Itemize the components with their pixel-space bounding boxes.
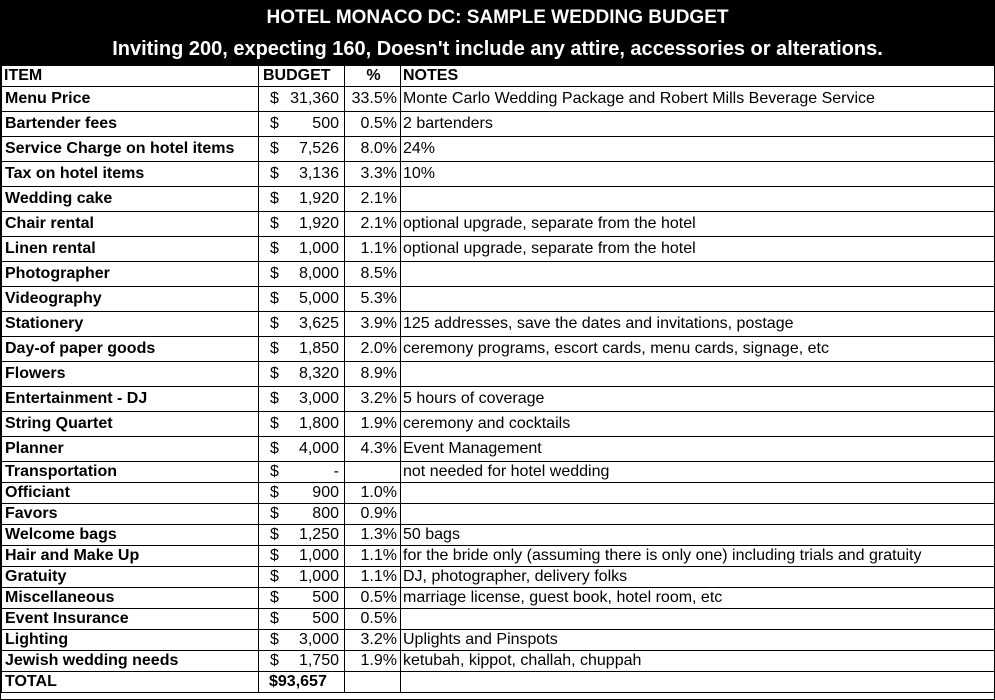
- row-percent[interactable]: 2.0%: [345, 337, 401, 362]
- row-notes[interactable]: 125 addresses, save the dates and invitations, postage: [401, 312, 995, 337]
- currency-symbol: $: [270, 315, 279, 332]
- table-row: [2, 387, 995, 412]
- row-notes[interactable]: marriage license, guest book, hotel room, etc: [401, 588, 995, 609]
- table-row: [2, 262, 995, 287]
- currency-symbol: $: [270, 415, 279, 432]
- table-row: [2, 112, 995, 137]
- row-item[interactable]: Lighting: [2, 630, 259, 651]
- row-notes[interactable]: [401, 262, 995, 287]
- row-item[interactable]: Wedding cake: [2, 187, 259, 212]
- currency-symbol: $: [270, 568, 279, 585]
- row-budget[interactable]: [259, 462, 345, 483]
- row-percent[interactable]: 0.5%: [345, 609, 401, 630]
- row-notes[interactable]: Event Management: [401, 437, 995, 462]
- currency-symbol: $: [270, 265, 279, 282]
- budget-amount: 3,000: [298, 390, 339, 407]
- row-budget[interactable]: [259, 630, 345, 651]
- row-notes[interactable]: 50 bags: [401, 525, 995, 546]
- row-budget[interactable]: [259, 609, 345, 630]
- currency-symbol: $: [270, 190, 279, 207]
- total-notes[interactable]: [401, 672, 995, 693]
- row-budget[interactable]: [259, 546, 345, 567]
- table-row: [2, 567, 995, 588]
- budget-amount: 1,850: [298, 340, 339, 357]
- row-item[interactable]: Hair and Make Up: [2, 546, 259, 567]
- row-budget[interactable]: [259, 287, 345, 312]
- row-budget[interactable]: [259, 112, 345, 137]
- header-pct[interactable]: %: [345, 66, 401, 87]
- row-notes[interactable]: 5 hours of coverage: [401, 387, 995, 412]
- row-item[interactable]: Service Charge on hotel items: [2, 137, 259, 162]
- row-budget[interactable]: [259, 483, 345, 504]
- row-notes[interactable]: [401, 187, 995, 212]
- table-row: [2, 137, 995, 162]
- row-notes[interactable]: 2 bartenders: [401, 112, 995, 137]
- budget-amount: 8,320: [298, 365, 339, 382]
- row-percent[interactable]: 0.5%: [345, 112, 401, 137]
- table-row: [2, 212, 995, 237]
- table-row: [2, 437, 995, 462]
- row-budget[interactable]: [259, 567, 345, 588]
- page-title: HOTEL MONACO DC: SAMPLE WEDDING BUDGET: [266, 7, 729, 28]
- row-budget[interactable]: [259, 337, 345, 362]
- total-amount[interactable]: $93,657: [259, 672, 345, 693]
- table-row: [2, 412, 995, 437]
- row-budget[interactable]: [259, 212, 345, 237]
- budget-amount: 3,625: [298, 315, 339, 332]
- budget-amount: 31,360: [290, 90, 339, 107]
- row-item[interactable]: Planner: [2, 437, 259, 462]
- row-notes[interactable]: [401, 287, 995, 312]
- currency-symbol: $: [270, 652, 279, 669]
- currency-symbol: $: [270, 484, 279, 501]
- row-percent[interactable]: 5.3%: [345, 287, 401, 312]
- table-row: [2, 287, 995, 312]
- row-budget[interactable]: [259, 437, 345, 462]
- row-percent[interactable]: 1.1%: [345, 546, 401, 567]
- row-budget[interactable]: [259, 87, 345, 112]
- currency-symbol: $: [270, 240, 279, 257]
- row-budget[interactable]: [259, 187, 345, 212]
- row-budget[interactable]: [259, 412, 345, 437]
- row-item[interactable]: String Quartet: [2, 412, 259, 437]
- row-notes[interactable]: not needed for hotel wedding: [401, 462, 995, 483]
- row-item[interactable]: Officiant: [2, 483, 259, 504]
- row-item[interactable]: Favors: [2, 504, 259, 525]
- row-percent[interactable]: 3.3%: [345, 162, 401, 187]
- row-percent[interactable]: 2.1%: [345, 187, 401, 212]
- budget-amount: -: [333, 463, 339, 480]
- row-notes[interactable]: optional upgrade, separate from the hotel: [401, 237, 995, 262]
- currency-symbol: $: [270, 290, 279, 307]
- row-notes[interactable]: 24%: [401, 137, 995, 162]
- total-label[interactable]: TOTAL: [2, 672, 259, 693]
- header-budget[interactable]: BUDGET: [259, 66, 345, 87]
- row-item[interactable]: Chair rental: [2, 212, 259, 237]
- row-item[interactable]: Flowers: [2, 362, 259, 387]
- budget-amount: 3,136: [298, 165, 339, 182]
- currency-symbol: $: [270, 365, 279, 382]
- row-percent[interactable]: [345, 462, 401, 483]
- table-row: [2, 362, 995, 387]
- budget-amount: 500: [312, 610, 339, 627]
- table-row: [2, 162, 995, 187]
- total-percent[interactable]: [345, 672, 401, 693]
- row-notes[interactable]: Uplights and Pinspots: [401, 630, 995, 651]
- row-percent[interactable]: 8.5%: [345, 262, 401, 287]
- table-row: [2, 504, 995, 525]
- row-percent[interactable]: 3.2%: [345, 630, 401, 651]
- row-budget[interactable]: [259, 525, 345, 546]
- budget-amount: 7,526: [298, 140, 339, 157]
- row-notes[interactable]: Monte Carlo Wedding Package and Robert Mills Beverage Service: [401, 87, 995, 112]
- table-row: [2, 187, 995, 212]
- table-row: [2, 462, 995, 483]
- table-row: [2, 337, 995, 362]
- row-item[interactable]: Jewish wedding needs: [2, 651, 259, 672]
- row-notes[interactable]: optional upgrade, separate from the hotel: [401, 212, 995, 237]
- row-item[interactable]: Gratuity: [2, 567, 259, 588]
- budget-amount: 5,000: [298, 290, 339, 307]
- currency-symbol: $: [270, 589, 279, 606]
- row-notes[interactable]: ceremony programs, escort cards, menu cards, signage, etc: [401, 337, 995, 362]
- row-item[interactable]: Linen rental: [2, 237, 259, 262]
- currency-symbol: $: [270, 90, 279, 107]
- budget-amount: 500: [312, 589, 339, 606]
- total-row: [2, 672, 995, 693]
- row-notes[interactable]: for the bride only (assuming there is only one) including trials and gratuity: [401, 546, 995, 567]
- budget-amount: 1,750: [298, 652, 339, 669]
- budget-amount: 1,920: [298, 190, 339, 207]
- row-percent[interactable]: 0.5%: [345, 588, 401, 609]
- row-percent[interactable]: 8.9%: [345, 362, 401, 387]
- row-notes[interactable]: ceremony and cocktails: [401, 412, 995, 437]
- row-notes[interactable]: [401, 483, 995, 504]
- title-banner: [1, 1, 994, 65]
- row-percent[interactable]: 1.9%: [345, 412, 401, 437]
- row-notes[interactable]: ketubah, kippot, challah, chuppah: [401, 651, 995, 672]
- currency-symbol: $: [270, 610, 279, 627]
- page-subtitle: Inviting 200, expecting 160, Doesn't include any attire, accessories or alterations.: [112, 38, 883, 60]
- currency-symbol: $: [270, 115, 279, 132]
- budget-amount: 1,000: [298, 568, 339, 585]
- row-notes[interactable]: [401, 609, 995, 630]
- row-percent[interactable]: 4.3%: [345, 437, 401, 462]
- table-row: [2, 651, 995, 672]
- row-budget[interactable]: [259, 504, 345, 525]
- row-percent[interactable]: 3.9%: [345, 312, 401, 337]
- row-percent[interactable]: 8.0%: [345, 137, 401, 162]
- row-budget[interactable]: [259, 362, 345, 387]
- budget-amount: 1,000: [298, 240, 339, 257]
- row-item[interactable]: Videography: [2, 287, 259, 312]
- currency-symbol: $: [270, 440, 279, 457]
- row-percent[interactable]: 1.9%: [345, 651, 401, 672]
- table-row: [2, 588, 995, 609]
- row-item[interactable]: Miscellaneous: [2, 588, 259, 609]
- row-notes[interactable]: [401, 362, 995, 387]
- row-item[interactable]: Stationery: [2, 312, 259, 337]
- row-percent[interactable]: 1.0%: [345, 483, 401, 504]
- row-percent[interactable]: 0.9%: [345, 504, 401, 525]
- row-item[interactable]: Tax on hotel items: [2, 162, 259, 187]
- table-row: [2, 237, 995, 262]
- row-item[interactable]: Entertainment - DJ: [2, 387, 259, 412]
- currency-symbol: $: [270, 631, 279, 648]
- budget-amount: 8,000: [298, 265, 339, 282]
- currency-symbol: $: [270, 215, 279, 232]
- row-percent[interactable]: 1.3%: [345, 525, 401, 546]
- budget-amount: 1,000: [298, 547, 339, 564]
- row-budget[interactable]: [259, 162, 345, 187]
- currency-symbol: $: [270, 340, 279, 357]
- row-item[interactable]: Transportation: [2, 462, 259, 483]
- row-notes[interactable]: [401, 504, 995, 525]
- budget-amount: 900: [312, 484, 339, 501]
- budget-amount: 1,250: [298, 526, 339, 543]
- currency-symbol: $: [270, 390, 279, 407]
- row-percent[interactable]: 33.5%: [345, 87, 401, 112]
- table-row: [2, 609, 995, 630]
- row-budget[interactable]: [259, 137, 345, 162]
- budget-amount: 4,000: [298, 440, 339, 457]
- budget-amount: 3,000: [298, 631, 339, 648]
- table-row: [2, 87, 995, 112]
- currency-symbol: $: [270, 505, 279, 522]
- budget-amount: 500: [312, 115, 339, 132]
- row-budget[interactable]: [259, 651, 345, 672]
- currency-symbol: $: [270, 547, 279, 564]
- budget-amount: 1,800: [298, 415, 339, 432]
- row-item[interactable]: Day-of paper goods: [2, 337, 259, 362]
- row-budget[interactable]: [259, 237, 345, 262]
- table-row: [2, 312, 995, 337]
- currency-symbol: $: [270, 140, 279, 157]
- row-notes[interactable]: 10%: [401, 162, 995, 187]
- currency-symbol: $: [270, 165, 279, 182]
- budget-amount: 1,920: [298, 215, 339, 232]
- table-row: [2, 483, 995, 504]
- row-budget[interactable]: [259, 262, 345, 287]
- header-notes[interactable]: NOTES: [401, 66, 995, 87]
- row-percent[interactable]: 1.1%: [345, 567, 401, 588]
- row-item[interactable]: Welcome bags: [2, 525, 259, 546]
- table-row: [2, 525, 995, 546]
- currency-symbol: $: [270, 463, 279, 480]
- currency-symbol: $: [270, 526, 279, 543]
- row-percent[interactable]: 2.1%: [345, 212, 401, 237]
- budget-table: [1, 65, 995, 693]
- row-budget[interactable]: [259, 312, 345, 337]
- budget-amount: 800: [312, 505, 339, 522]
- row-notes[interactable]: DJ, photographer, delivery folks: [401, 567, 995, 588]
- table-row: [2, 630, 995, 651]
- header-row: [2, 66, 995, 87]
- table-row: [2, 546, 995, 567]
- row-percent[interactable]: 3.2%: [345, 387, 401, 412]
- row-item[interactable]: Menu Price: [2, 87, 259, 112]
- row-item[interactable]: Event Insurance: [2, 609, 259, 630]
- row-budget[interactable]: [259, 588, 345, 609]
- row-percent[interactable]: 1.1%: [345, 237, 401, 262]
- row-item[interactable]: Bartender fees: [2, 112, 259, 137]
- row-item[interactable]: Photographer: [2, 262, 259, 287]
- row-budget[interactable]: [259, 387, 345, 412]
- header-item[interactable]: ITEM: [2, 66, 259, 87]
